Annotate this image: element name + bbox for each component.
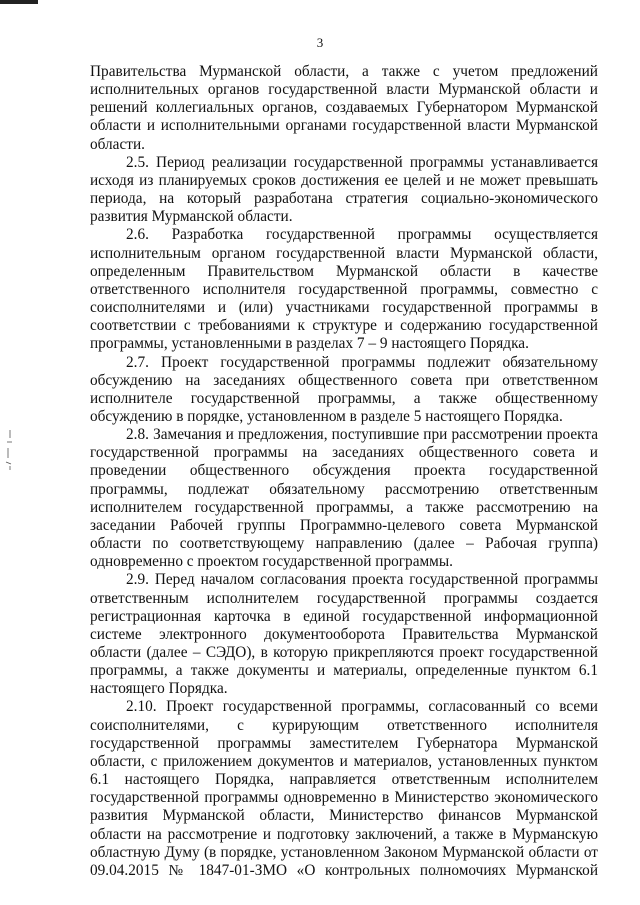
scan-edge-mark xyxy=(0,0,38,4)
paragraph-2-7: 2.7. Проект государственной программы подлежит обязательному обсуждению на заседаниях общественного совета при ответственном исполнителе государственной программы, а также общественному обсуждению в порядке, установленном в разделе 5 настоящего Порядка. xyxy=(90,353,598,425)
page-number: 3 xyxy=(316,35,324,50)
paragraph-2-8: 2.8. Замечания и предложения, поступившие при рассмотрении проекта государственной программы на заседаниях общественного совета и проведении общественного обсуждения проекта государственной программы, подлежат обязательному рассмотрению ответственным исполнителем государственной программы, а также рассмотрению на заседании Рабочей группы Программно-целевого совета Мурманской области по соответствующему направлению (далее – Рабочая группа) одновременно с проектом государственной программы. xyxy=(90,426,598,571)
scan-margin-marks xyxy=(2,428,16,472)
paragraph-2-6: 2.6. Разработка государственной программы осуществляется исполнительным органом государственной власти Мурманской области, определенным Правительством Мурманской области в качестве ответственного исполнителя государственной программы, совместно с соисполнителями и (или) участниками государственной программы в соответствии с требованиями к структуре и содержанию государственной программы, установленными в разделах 7 – 9 настоящего Порядка. xyxy=(90,226,598,353)
document-body xyxy=(90,63,598,880)
paragraph-2-10: 2.10. Проект государственной программы, согласованный со всеми соисполнителями, с курирующим ответственного исполнителя государственной программы заместителем Губернатора Мурманской области, с приложением документов и материалов, установленных пунктом 6.1 настоящего Порядка, направляется ответственным исполнителем государственной программы одновременно в Министерство экономического развития Мурманской области, Министерство финансов Мурманской области на рассмотрение и подготовку заключений, а также в Мурманскую областную Думу (в порядке, установленном Законом Мурманской области от 09.04.2015 № 1847-01-ЗМО «О контрольных полномочиях Мурманской xyxy=(90,698,598,879)
paragraph-continuation: Правительства Мурманской области, а также с учетом предложений исполнительных органов государственной власти Мурманской области и решений коллегиальных органов, создаваемых Губернатором Мурманской области и исполнительными органами государственной власти Мурманской области. xyxy=(90,63,598,153)
paragraph-2-9: 2.9. Перед началом согласования проекта государственной программы ответственным исполнителем государственной программы создается регистрационная карточка в единой государственной информационной системе электронного документооборота Правительства Мурманской области (далее – СЭДО), в которую прикрепляются проект государственной программы, а также документы и материалы, определенные пунктом 6.1 настоящего Порядка. xyxy=(90,571,598,698)
paragraph-2-5: 2.5. Период реализации государственной программы устанавливается исходя из планируемых сроков достижения ее целей и не может превышать периода, на который разработана стратегия социально-экономического развития Мурманской области. xyxy=(90,153,598,226)
